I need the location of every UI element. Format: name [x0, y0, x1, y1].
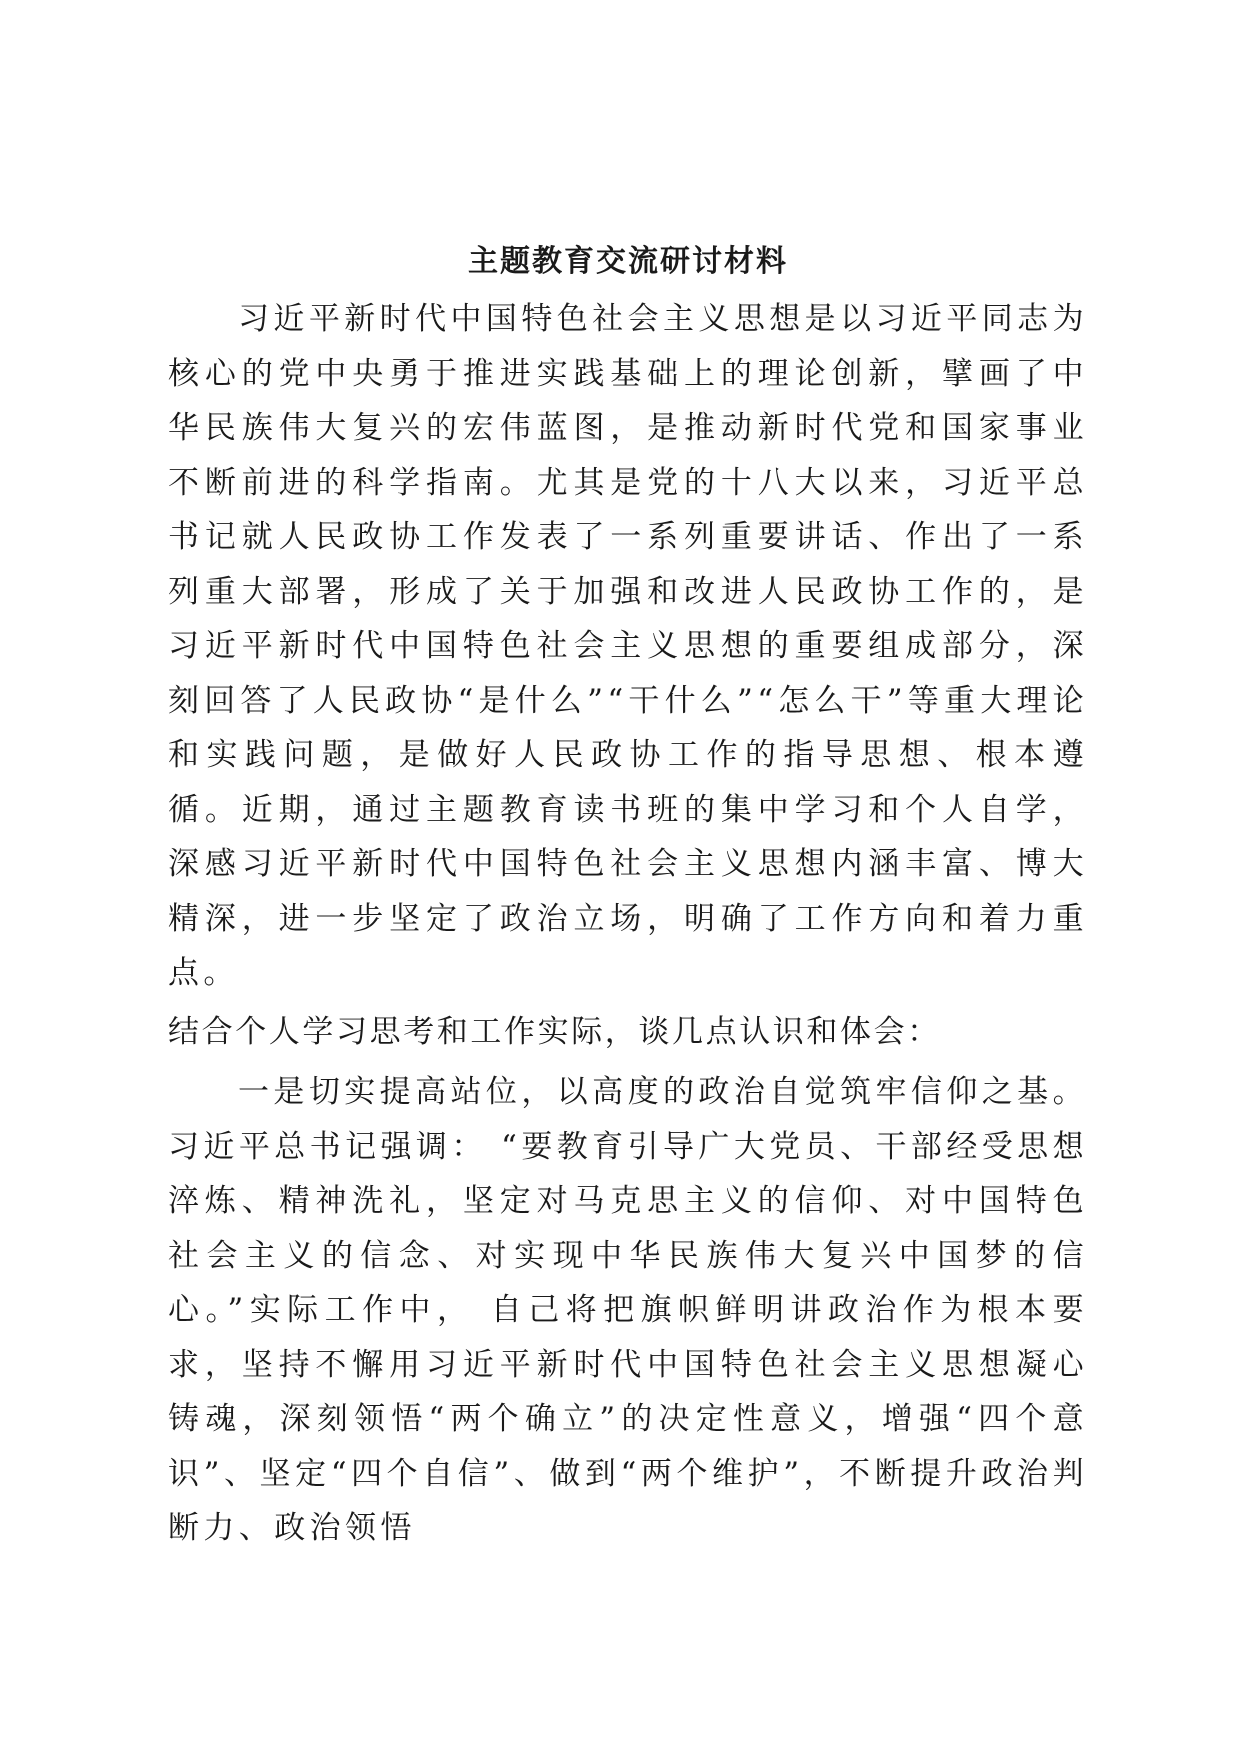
document-body — [168, 232, 1088, 1556]
document-title: 主题教育交流研讨材料 — [468, 244, 788, 279]
paragraph-lead-in: 结合个人学习思考和工作实际，谈几点认识和体会： — [168, 1013, 941, 1050]
paragraph-point-one: 一是切实提高站位，以高度的政治自觉筑牢信仰之基。习近平总书记强调： “要教育引导广大党员、干部经受思想淬炼、精神洗礼，坚定对马克思主义的信仰、对中国特色社会主义的信念、对实现中华民族伟大复兴中国梦的信心。”实际工作中， 自己将把旗帜鲜明讲政治作为根本要求，坚持不懈用习近平新时代中国特色社会主义思想凝心铸魂，深刻领悟“两个确立”的决定性意义，增强“四个意识”、坚定“四个自信”、做到“两个维护”，不断提升政治判断力、政治领悟 — [168, 1074, 1088, 1546]
paragraph-intro: 习近平新时代中国特色社会主义思想是以习近平同志为核心的党中央勇于推进实践基础上的理论创新，擘画了中华民族伟大复兴的宏伟蓝图，是推动新时代党和国家事业不断前进的科学指南。尤其是党的十八大以来，习近平总书记就人民政协工作发表了一系列重要讲话、作出了一系列重大部署，形成了关于加强和改进人民政协工作的，是习近平新时代中国特色社会主义思想的重要组成部分，深刻回答了人民政协“是什么”“干什么”“怎么干”等重大理论和实践问题，是做好人民政协工作的指导思想、根本遵循。近期，通过主题教育读书班的集中学习和个人自学，深感习近平新时代中国特色社会主义思想内涵丰富、博大精深，进一步坚定了政治立场，明确了工作方向和着力重点。 — [168, 301, 1088, 991]
